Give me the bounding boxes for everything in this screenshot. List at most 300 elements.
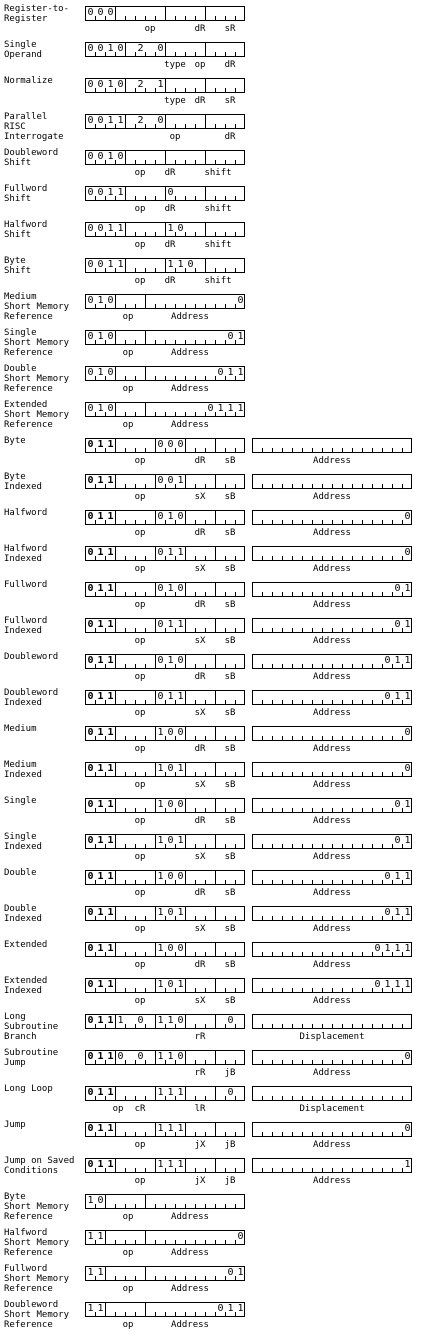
field-separator xyxy=(125,187,126,200)
bit-tick xyxy=(282,592,283,596)
bit-value: 0 xyxy=(87,943,94,954)
field-label: dR xyxy=(164,204,176,214)
field-label: Address xyxy=(171,420,209,430)
bit-tick xyxy=(292,628,293,632)
bit-tick xyxy=(145,1096,146,1100)
bit-tick xyxy=(352,700,353,704)
bit-tick xyxy=(125,16,126,20)
bit-tick xyxy=(362,844,363,848)
bit-value: 0 xyxy=(374,979,381,990)
bit-value: 0 xyxy=(404,1051,411,1062)
bit-value: 1 xyxy=(167,259,174,270)
bit-tick xyxy=(352,880,353,884)
instruction-word-1 xyxy=(85,1194,245,1209)
bit-value: 0 xyxy=(87,1051,94,1062)
bit-tick xyxy=(135,916,136,920)
bit-value: 1 xyxy=(97,547,104,558)
bit-value: 1 xyxy=(107,871,114,882)
bit-tick xyxy=(292,556,293,560)
format-title: Double Short Memory Reference xyxy=(4,364,70,394)
field-label: op xyxy=(122,1320,134,1330)
bit-value: 0 xyxy=(167,979,174,990)
field-label: Address xyxy=(171,348,209,358)
bit-tick xyxy=(225,232,226,236)
format-title: Parallel RISC Interrogate xyxy=(4,112,64,142)
bit-value: 0 xyxy=(97,7,104,18)
bit-tick xyxy=(205,304,206,308)
bit-tick xyxy=(392,772,393,776)
field-separator xyxy=(125,43,126,56)
bit-value: 1 xyxy=(394,979,401,990)
bit-value: 1 xyxy=(404,943,411,954)
bit-value: 0 xyxy=(87,727,94,738)
bit-value: 0 xyxy=(87,7,94,18)
field-separator xyxy=(215,907,216,920)
bit-tick xyxy=(125,1240,126,1244)
bit-value: 0 xyxy=(167,439,174,450)
bit-tick xyxy=(215,304,216,308)
bit-tick xyxy=(312,664,313,668)
instruction-word-1 xyxy=(85,618,245,633)
bit-tick xyxy=(225,268,226,272)
instruction-word-1 xyxy=(85,978,245,993)
instruction-word-2 xyxy=(252,546,412,561)
bit-tick xyxy=(302,700,303,704)
bit-tick xyxy=(352,1132,353,1136)
format-title: Long Subroutine Branch xyxy=(4,1012,59,1042)
bit-tick xyxy=(272,772,273,776)
bit-tick xyxy=(352,592,353,596)
bit-tick xyxy=(302,844,303,848)
bit-tick xyxy=(262,880,263,884)
format-title: Byte Shift xyxy=(4,256,32,276)
bit-value: 1 xyxy=(107,583,114,594)
bit-tick xyxy=(262,952,263,956)
bit-value: 1 xyxy=(117,223,124,234)
bit-value: 0 xyxy=(177,655,184,666)
bit-tick xyxy=(125,1060,126,1064)
bit-value: 0 xyxy=(167,799,174,810)
bit-tick xyxy=(145,160,146,164)
bit-tick xyxy=(125,1096,126,1100)
field-separator xyxy=(105,1231,106,1244)
field-label: shift xyxy=(204,204,232,214)
bit-tick xyxy=(215,1276,216,1280)
bit-tick xyxy=(135,844,136,848)
bit-tick xyxy=(195,376,196,380)
bit-value: 0 xyxy=(227,1267,234,1278)
field-label: type xyxy=(164,96,186,106)
field-separator xyxy=(185,979,186,992)
bit-tick xyxy=(262,628,263,632)
bit-tick xyxy=(342,664,343,668)
bit-tick xyxy=(125,1312,126,1316)
bit-tick xyxy=(235,232,236,236)
bit-value: 0 xyxy=(384,907,391,918)
field-separator xyxy=(115,475,116,488)
format-title: Single Indexed xyxy=(4,832,42,852)
bit-tick xyxy=(282,1132,283,1136)
bit-tick xyxy=(382,1096,383,1100)
bit-tick xyxy=(165,376,166,380)
field-label: op xyxy=(134,744,146,754)
bit-tick xyxy=(235,52,236,56)
field-separator xyxy=(115,1087,116,1100)
bit-value: 0 xyxy=(217,1303,224,1314)
bit-tick xyxy=(145,736,146,740)
bit-value: 1 xyxy=(384,943,391,954)
bit-tick xyxy=(225,304,226,308)
bit-tick xyxy=(332,952,333,956)
bit-tick xyxy=(225,52,226,56)
bit-tick xyxy=(332,520,333,524)
format-title: Fullword Short Memory Reference xyxy=(4,1264,70,1294)
bit-tick xyxy=(235,1024,236,1028)
bit-tick xyxy=(225,916,226,920)
format-title: Register-to- Register xyxy=(4,4,70,24)
format-title: Byte Indexed xyxy=(4,472,42,492)
bit-tick xyxy=(292,1096,293,1100)
field-separator xyxy=(165,79,166,92)
format-title: Halfword Shift xyxy=(4,220,48,240)
bit-value: 0 xyxy=(394,799,401,810)
field-label: sB xyxy=(224,456,236,466)
bit-value: 0 xyxy=(227,1015,234,1026)
field-separator xyxy=(215,799,216,812)
bit-tick xyxy=(205,484,206,488)
bit-tick xyxy=(235,160,236,164)
bit-tick xyxy=(155,196,156,200)
bit-tick xyxy=(225,952,226,956)
bit-value: 1 xyxy=(177,1159,184,1170)
bit-value: 0 xyxy=(167,727,174,738)
bit-tick xyxy=(185,1240,186,1244)
field-label: op xyxy=(134,960,146,970)
bit-tick xyxy=(272,1060,273,1064)
field-separator xyxy=(125,115,126,128)
bit-tick xyxy=(292,952,293,956)
bit-tick xyxy=(322,520,323,524)
bit-value: 0 xyxy=(97,259,104,270)
bit-value: 1 xyxy=(167,619,174,630)
bit-tick xyxy=(322,556,323,560)
bit-tick xyxy=(185,88,186,92)
bit-tick xyxy=(195,1096,196,1100)
bit-value: 1 xyxy=(97,907,104,918)
instruction-word-1 xyxy=(85,114,245,129)
instruction-word-1 xyxy=(85,42,245,57)
bit-value: 0 xyxy=(87,439,94,450)
bit-tick xyxy=(165,340,166,344)
field-separator xyxy=(105,1303,106,1316)
bit-value: 1 xyxy=(97,1159,104,1170)
bit-tick xyxy=(272,448,273,452)
field-label: cR xyxy=(134,1104,146,1114)
bit-tick xyxy=(155,268,156,272)
field-separator xyxy=(215,547,216,560)
instruction-word-1 xyxy=(85,870,245,885)
field-separator xyxy=(185,871,186,884)
bit-tick xyxy=(312,988,313,992)
extension-label: Address xyxy=(313,780,351,790)
bit-value: 1 xyxy=(107,115,114,126)
bit-tick xyxy=(225,16,226,20)
bit-tick xyxy=(205,556,206,560)
instruction-word-2 xyxy=(252,474,412,489)
bit-tick xyxy=(312,700,313,704)
bit-tick xyxy=(322,628,323,632)
bit-tick xyxy=(205,664,206,668)
bit-tick xyxy=(195,844,196,848)
bit-tick xyxy=(342,772,343,776)
bit-tick xyxy=(262,520,263,524)
field-separator xyxy=(215,1087,216,1100)
bit-tick xyxy=(235,1060,236,1064)
instruction-word-2 xyxy=(252,942,412,957)
bit-tick xyxy=(332,556,333,560)
bit-value: 1 xyxy=(167,655,174,666)
bit-value: 0 xyxy=(87,367,94,378)
instruction-word-1 xyxy=(85,582,245,597)
bit-tick xyxy=(115,1312,116,1316)
bit-value: 1 xyxy=(97,439,104,450)
bit-tick xyxy=(312,808,313,812)
bit-tick xyxy=(145,520,146,524)
bit-tick xyxy=(332,700,333,704)
bit-value: 1 xyxy=(97,367,104,378)
bit-tick xyxy=(135,1168,136,1172)
bit-tick xyxy=(185,1312,186,1316)
bit-tick xyxy=(135,520,136,524)
bit-tick xyxy=(125,484,126,488)
bit-tick xyxy=(195,1060,196,1064)
bit-tick xyxy=(125,952,126,956)
bit-tick xyxy=(322,1096,323,1100)
bit-value: 0 xyxy=(227,1087,234,1098)
instruction-word-2 xyxy=(252,870,412,885)
field-label: dR xyxy=(224,60,236,70)
format-title: Extended Indexed xyxy=(4,976,48,996)
bit-value: 1 xyxy=(167,583,174,594)
field-separator xyxy=(215,1051,216,1064)
bit-value: 0 xyxy=(404,511,411,522)
bit-tick xyxy=(145,592,146,596)
bit-tick xyxy=(322,700,323,704)
bit-value: 1 xyxy=(97,1231,104,1242)
bit-tick xyxy=(372,808,373,812)
bit-tick xyxy=(272,916,273,920)
bit-tick xyxy=(125,1276,126,1280)
field-separator xyxy=(215,871,216,884)
bit-value: 2 xyxy=(137,43,144,54)
instruction-word-1 xyxy=(85,942,245,957)
field-label: dR xyxy=(194,96,206,106)
bit-tick xyxy=(135,1096,136,1100)
field-separator xyxy=(115,295,116,308)
bit-tick xyxy=(312,448,313,452)
bit-value: 0 xyxy=(107,367,114,378)
field-separator xyxy=(185,1123,186,1136)
bit-value: 1 xyxy=(117,1015,124,1026)
bit-tick xyxy=(382,628,383,632)
bit-tick xyxy=(165,1240,166,1244)
bit-tick xyxy=(342,952,343,956)
bit-tick xyxy=(125,304,126,308)
bit-tick xyxy=(235,664,236,668)
bit-tick xyxy=(382,484,383,488)
field-label: op xyxy=(134,816,146,826)
bit-value: 1 xyxy=(107,1159,114,1170)
bit-tick xyxy=(175,304,176,308)
bit-tick xyxy=(175,1312,176,1316)
bit-tick xyxy=(225,556,226,560)
bit-tick xyxy=(362,1024,363,1028)
field-label: op xyxy=(122,384,134,394)
bit-tick xyxy=(312,1024,313,1028)
bit-value: 1 xyxy=(97,1087,104,1098)
bit-tick xyxy=(215,268,216,272)
bit-value: 1 xyxy=(107,259,114,270)
field-label: sB xyxy=(224,924,236,934)
instruction-word-2 xyxy=(252,1086,412,1101)
bit-value: 0 xyxy=(157,547,164,558)
field-label: sX xyxy=(194,852,206,862)
bit-value: 0 xyxy=(374,943,381,954)
field-label: dR xyxy=(194,672,206,682)
bit-value: 1 xyxy=(87,1195,94,1206)
bit-tick xyxy=(125,880,126,884)
bit-value: 0 xyxy=(404,727,411,738)
bit-tick xyxy=(372,844,373,848)
bit-tick xyxy=(135,1276,136,1280)
bit-value: 0 xyxy=(167,475,174,486)
bit-value: 0 xyxy=(87,871,94,882)
field-separator xyxy=(115,655,116,668)
bit-tick xyxy=(185,124,186,128)
bit-tick xyxy=(312,1132,313,1136)
bit-tick xyxy=(302,664,303,668)
bit-tick xyxy=(312,1060,313,1064)
field-separator xyxy=(185,1015,186,1028)
bit-tick xyxy=(292,520,293,524)
bit-tick xyxy=(262,664,263,668)
bit-value: 1 xyxy=(157,835,164,846)
bit-tick xyxy=(175,1240,176,1244)
field-separator xyxy=(145,1303,146,1316)
field-label: sB xyxy=(224,672,236,682)
field-label: sX xyxy=(194,924,206,934)
field-separator xyxy=(185,619,186,632)
bit-tick xyxy=(135,196,136,200)
bit-tick xyxy=(302,880,303,884)
bit-tick xyxy=(175,52,176,56)
bit-tick xyxy=(235,124,236,128)
bit-tick xyxy=(372,484,373,488)
field-separator xyxy=(185,907,186,920)
bit-tick xyxy=(175,1204,176,1208)
bit-tick xyxy=(312,1168,313,1172)
bit-value: 1 xyxy=(177,979,184,990)
bit-tick xyxy=(362,1060,363,1064)
bit-tick xyxy=(282,880,283,884)
bit-tick xyxy=(145,196,146,200)
bit-tick xyxy=(145,916,146,920)
bit-tick xyxy=(372,1060,373,1064)
bit-tick xyxy=(362,484,363,488)
bit-tick xyxy=(205,1312,206,1316)
bit-tick xyxy=(302,808,303,812)
bit-value: 1 xyxy=(97,655,104,666)
bit-value: 1 xyxy=(97,1303,104,1314)
bit-tick xyxy=(145,628,146,632)
field-separator xyxy=(215,979,216,992)
bit-tick xyxy=(125,736,126,740)
field-label: op xyxy=(134,204,146,214)
bit-value: 1 xyxy=(237,367,244,378)
bit-value: 1 xyxy=(237,1267,244,1278)
field-separator xyxy=(185,583,186,596)
bit-tick xyxy=(282,988,283,992)
bit-value: 0 xyxy=(87,43,94,54)
bit-value: 0 xyxy=(157,115,164,126)
bit-tick xyxy=(372,556,373,560)
bit-value: 1 xyxy=(107,655,114,666)
bit-tick xyxy=(402,484,403,488)
bit-tick xyxy=(205,844,206,848)
field-separator xyxy=(185,763,186,776)
bit-value: 1 xyxy=(404,691,411,702)
bit-value: 1 xyxy=(97,475,104,486)
bit-tick xyxy=(402,1096,403,1100)
bit-tick xyxy=(272,844,273,848)
extension-label: Address xyxy=(313,564,351,574)
bit-value: 0 xyxy=(227,331,234,342)
field-label: op xyxy=(112,1104,124,1114)
bit-tick xyxy=(292,880,293,884)
field-label: op xyxy=(134,636,146,646)
bit-tick xyxy=(155,16,156,20)
bit-tick xyxy=(135,1312,136,1316)
bit-tick xyxy=(312,772,313,776)
bit-tick xyxy=(185,304,186,308)
bit-tick xyxy=(362,808,363,812)
bit-tick xyxy=(352,628,353,632)
bit-value: 0 xyxy=(384,691,391,702)
bit-tick xyxy=(342,484,343,488)
field-label: Address xyxy=(171,1248,209,1258)
bit-value: 1 xyxy=(97,295,104,306)
field-separator xyxy=(115,1159,116,1172)
bit-tick xyxy=(312,592,313,596)
bit-tick xyxy=(262,844,263,848)
bit-tick xyxy=(272,988,273,992)
bit-tick xyxy=(125,700,126,704)
bit-tick xyxy=(362,448,363,452)
bit-tick xyxy=(332,880,333,884)
field-separator xyxy=(205,43,206,56)
bit-tick xyxy=(292,988,293,992)
bit-tick xyxy=(272,808,273,812)
bit-tick xyxy=(332,844,333,848)
bit-tick xyxy=(392,1096,393,1100)
bit-value: 1 xyxy=(177,475,184,486)
bit-tick xyxy=(292,1168,293,1172)
bit-tick xyxy=(195,448,196,452)
instruction-word-2 xyxy=(252,798,412,813)
field-label: type xyxy=(164,60,186,70)
bit-tick xyxy=(352,916,353,920)
bit-tick xyxy=(382,520,383,524)
